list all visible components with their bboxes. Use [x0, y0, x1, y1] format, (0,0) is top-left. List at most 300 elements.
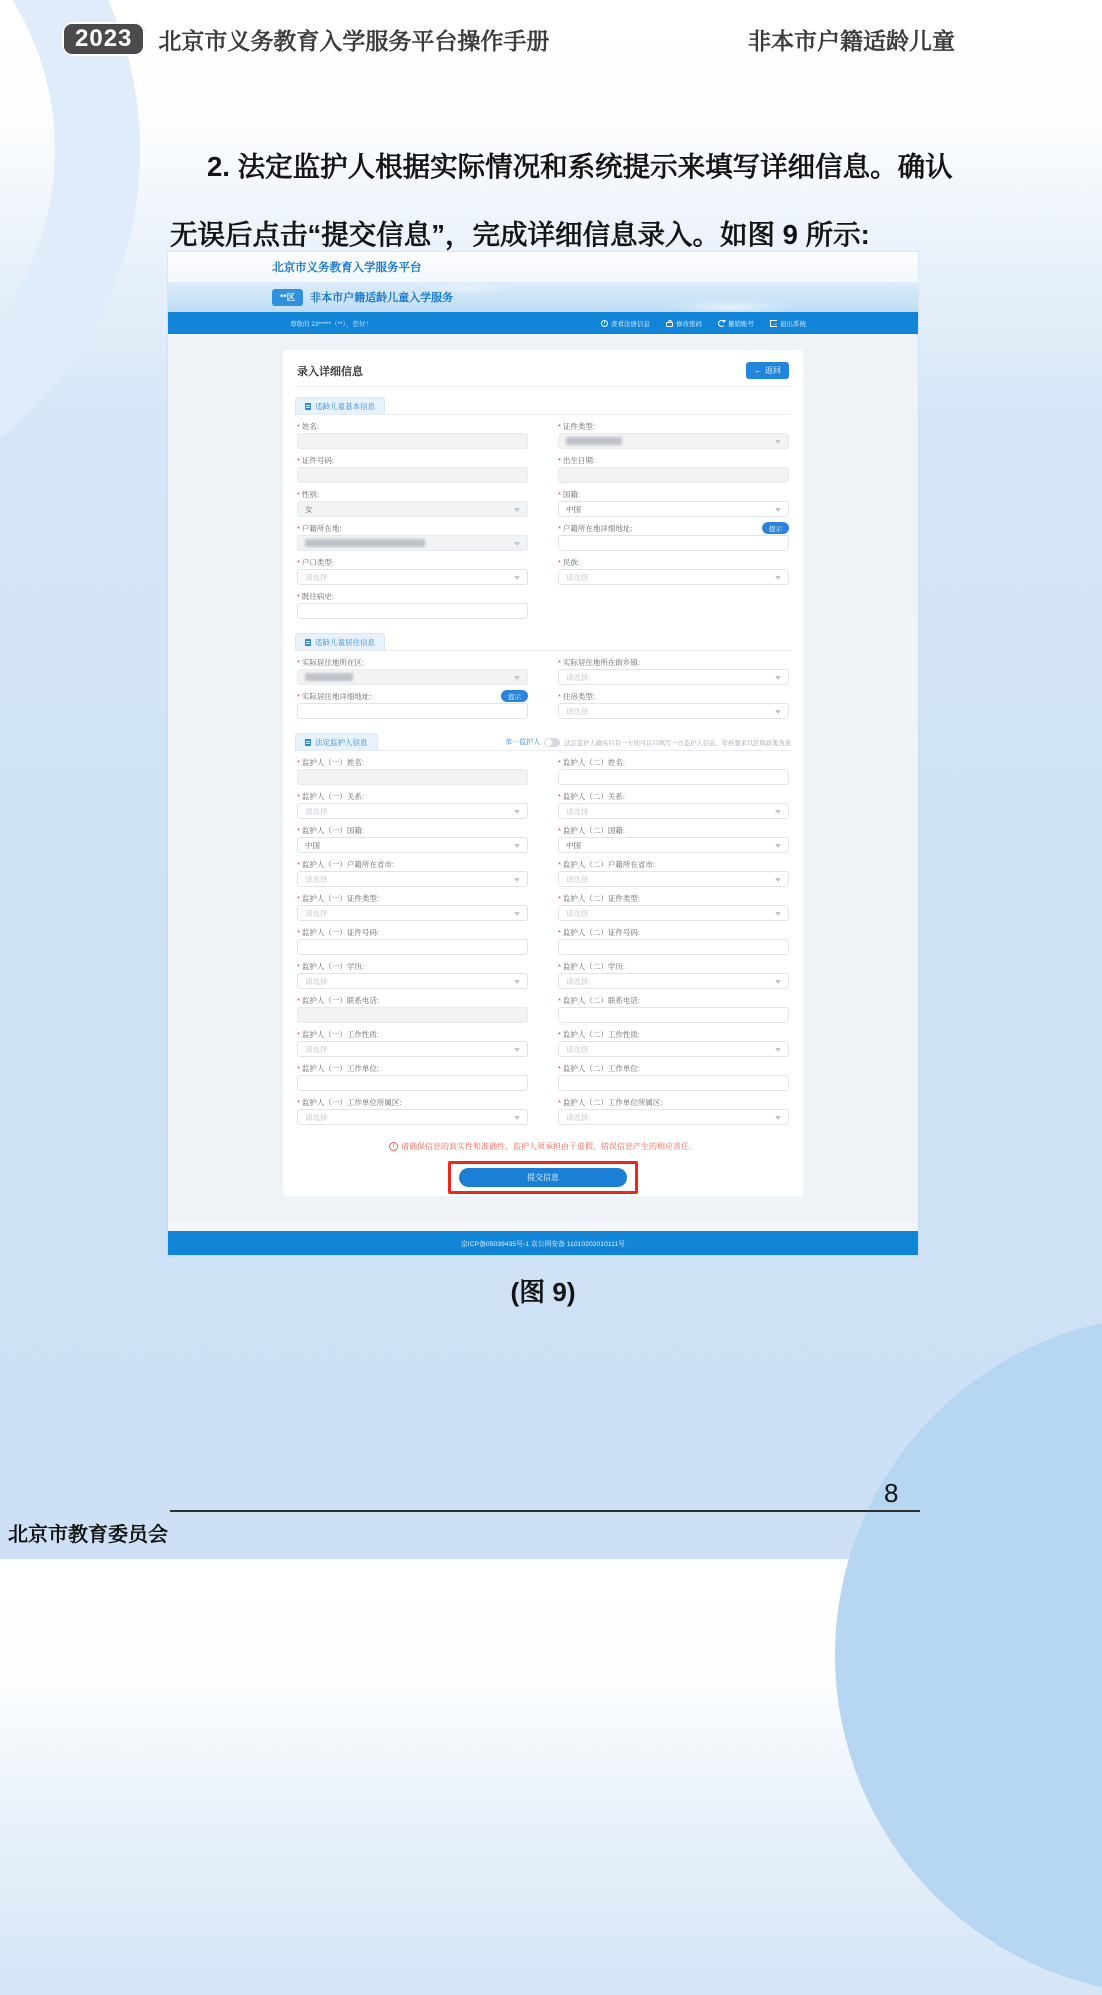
instruction-line-2: 无误后点击“提交信息”，完成详细信息录入。如图 9 所示: — [170, 219, 870, 250]
form-field — [297, 557, 528, 585]
section-tab-label: 适龄儿童居住信息 — [315, 637, 375, 647]
field-label — [558, 557, 580, 568]
form-field — [297, 1097, 528, 1125]
form-field — [558, 961, 789, 989]
form-field — [558, 421, 789, 449]
form-field — [297, 489, 528, 517]
field-label-row — [558, 455, 789, 465]
field-value: 请选择 — [305, 806, 328, 816]
required-asterisk: * — [297, 455, 300, 465]
field-label-text: 性别: — [301, 489, 320, 499]
field-value: 请选择 — [566, 976, 589, 986]
field-label-text: 监护人（一）姓名: — [301, 757, 365, 767]
field-label-text: 姓名: — [301, 421, 320, 431]
field-label-row — [558, 1097, 789, 1107]
required-asterisk: * — [558, 995, 561, 1005]
page-content — [168, 334, 918, 1222]
site-footer — [168, 1231, 918, 1255]
warning-icon — [389, 1142, 398, 1151]
form-field — [558, 1063, 789, 1091]
field-label-row — [297, 995, 528, 1005]
nav-link-label: 撤销账号 — [728, 320, 754, 328]
footer-spacer — [168, 1222, 918, 1231]
required-asterisk: * — [558, 1063, 561, 1073]
highlight-box — [448, 1161, 638, 1194]
field-label — [558, 791, 625, 802]
field-label — [297, 657, 364, 668]
field-label-row — [297, 825, 528, 835]
document-header — [62, 22, 955, 56]
field-label — [297, 1097, 402, 1108]
field-label — [558, 1063, 640, 1074]
select-input[interactable] — [558, 433, 789, 449]
select-input[interactable] — [297, 569, 528, 585]
required-asterisk: * — [558, 489, 561, 499]
text-input[interactable] — [558, 535, 789, 551]
text-input[interactable] — [558, 1007, 789, 1023]
audience-title: 非本市户籍适龄儿童 — [748, 27, 955, 54]
field-label-text: 实际居住地所在街乡镇: — [562, 657, 641, 667]
field-label-text: 监护人（一）工作单位所属区: — [301, 1097, 402, 1107]
page-number: 8 — [884, 1478, 899, 1508]
arrow-left-icon — [754, 366, 762, 375]
hint-button[interactable]: 提示 — [762, 522, 789, 534]
required-asterisk: * — [297, 1097, 300, 1107]
form-field — [297, 421, 528, 449]
select-input[interactable] — [558, 871, 789, 887]
instruction-line-1: 2. 法定监护人根据实际情况和系统提示来填写详细信息。确认 — [207, 151, 953, 182]
text-input[interactable] — [297, 433, 528, 449]
field-label — [297, 927, 379, 938]
text-input[interactable] — [297, 603, 528, 619]
organization-name: 北京市教育委员会 — [8, 1524, 168, 1546]
form-field — [558, 927, 789, 955]
section-header — [295, 633, 791, 651]
field-label-row — [558, 859, 789, 869]
required-asterisk: * — [297, 757, 300, 767]
nav-link-change-password[interactable] — [666, 319, 702, 328]
field-label-text: 监护人（二）关系: — [562, 791, 626, 801]
field-label — [297, 757, 364, 768]
field-label — [558, 995, 640, 1006]
chevron-down-icon — [775, 810, 781, 814]
field-value: 请选择 — [566, 806, 589, 816]
chevron-down-icon — [775, 576, 781, 580]
chevron-down-icon — [775, 508, 781, 512]
form-field — [558, 859, 789, 887]
chevron-down-icon — [775, 878, 781, 882]
field-label-text: 监护人（一）工作性质: — [301, 1029, 380, 1039]
field-label-row — [558, 927, 789, 937]
text-input[interactable] — [297, 467, 528, 483]
field-label-text: 监护人（二）国籍: — [562, 825, 626, 835]
required-asterisk: * — [297, 825, 300, 835]
service-banner — [168, 282, 918, 312]
chevron-down-icon — [775, 980, 781, 984]
single-guardian-toggle-group — [505, 737, 791, 750]
field-label — [297, 455, 334, 466]
text-input[interactable] — [558, 939, 789, 955]
form-field — [558, 691, 789, 719]
chevron-down-icon — [514, 576, 520, 580]
field-label-row — [297, 691, 528, 701]
field-value: 中国 — [305, 840, 320, 850]
field-label-row — [297, 591, 528, 601]
form-field — [297, 1029, 528, 1057]
form-card-header — [295, 360, 791, 387]
field-label-row — [558, 421, 789, 431]
text-input[interactable] — [297, 703, 528, 719]
section-fields — [295, 415, 791, 623]
field-label — [558, 927, 640, 938]
section-tab-label: 法定监护人信息 — [315, 737, 368, 747]
field-value: 请选择 — [566, 706, 589, 716]
field-value: 请选择 — [566, 874, 589, 884]
required-asterisk: * — [558, 825, 561, 835]
logout-icon — [770, 320, 777, 327]
form-field — [558, 489, 789, 517]
field-label-text: 监护人（二）证件号码: — [562, 927, 641, 937]
field-label-row — [558, 791, 789, 801]
field-value: 请选择 — [305, 908, 328, 918]
chevron-down-icon — [514, 1116, 520, 1120]
field-value: 请选择 — [305, 976, 328, 986]
select-input[interactable] — [558, 973, 789, 989]
nav-link-label: 查看注册信息 — [611, 320, 650, 328]
background-ring-decoration — [0, 0, 140, 520]
nav-link-cancel-account[interactable] — [718, 319, 754, 328]
field-value: 请选择 — [305, 874, 328, 884]
field-label — [297, 893, 379, 904]
form-field — [558, 791, 789, 819]
chevron-down-icon — [775, 710, 781, 714]
form-field — [558, 757, 789, 785]
field-label — [558, 1097, 663, 1108]
select-input[interactable] — [297, 837, 528, 853]
field-label-row — [558, 691, 789, 701]
field-label — [297, 825, 364, 836]
required-asterisk: * — [297, 421, 300, 431]
field-label — [297, 523, 342, 534]
field-label-text: 监护人（一）学历: — [301, 961, 365, 971]
field-label-text: 出生日期: — [562, 455, 596, 465]
field-label-text: 监护人（二）工作单位: — [562, 1063, 641, 1073]
field-label — [297, 591, 334, 602]
required-asterisk: * — [297, 1029, 300, 1039]
field-label-row — [297, 893, 528, 903]
chevron-down-icon — [514, 1048, 520, 1052]
field-label — [297, 489, 319, 500]
field-label — [558, 893, 640, 904]
field-label — [297, 691, 372, 702]
form-title: 录入详细信息 — [297, 365, 363, 378]
required-asterisk: * — [297, 591, 300, 601]
section-tab — [295, 633, 385, 650]
form-field — [558, 557, 789, 585]
field-label-text: 监护人（二）证件类型: — [562, 893, 641, 903]
field-label-text: 监护人（一）证件号码: — [301, 927, 380, 937]
required-asterisk: * — [558, 691, 561, 701]
field-label-row — [297, 791, 528, 801]
field-label-text: 监护人（一）国籍: — [301, 825, 365, 835]
form-field — [297, 1063, 528, 1091]
chevron-down-icon — [514, 508, 520, 512]
field-label — [558, 961, 625, 972]
chevron-down-icon — [514, 676, 520, 680]
field-label — [558, 455, 595, 466]
select-input[interactable] — [297, 871, 528, 887]
form-field — [297, 791, 528, 819]
field-label-row — [558, 557, 789, 567]
select-input[interactable] — [558, 703, 789, 719]
district-badge: **区 — [272, 289, 303, 306]
field-label — [297, 1029, 379, 1040]
warning-text — [295, 1141, 791, 1152]
required-asterisk: * — [558, 927, 561, 937]
select-input[interactable] — [558, 569, 789, 585]
field-value: 中国 — [566, 504, 581, 514]
field-label-row — [297, 523, 528, 533]
site-title: 北京市义务教育入学服务平台 — [272, 262, 422, 274]
required-asterisk: * — [297, 489, 300, 499]
field-label-text: 监护人（一）联系电话: — [301, 995, 380, 1005]
field-label-text: 监护人（二）户籍所在省市: — [562, 859, 656, 869]
required-asterisk: * — [558, 557, 561, 567]
field-label-row — [558, 961, 789, 971]
text-input[interactable] — [297, 769, 528, 785]
icp-text: 京ICP备05039435号-1 京公网安备 11010202010111号 — [461, 1241, 625, 1248]
field-label — [558, 421, 595, 432]
field-label — [297, 791, 364, 802]
text-input[interactable] — [558, 769, 789, 785]
required-asterisk: * — [297, 557, 300, 567]
field-label-row — [297, 421, 528, 431]
field-label-text: 民族: — [562, 557, 581, 567]
field-label — [297, 421, 319, 432]
field-label-text: 证件类型: — [562, 421, 596, 431]
navbar-links — [601, 319, 806, 328]
warning-label: 请确保信息的真实性和准确性，监护人须承担由于虚假、错误信息产生的相应责任。 — [401, 1142, 697, 1151]
form-field — [558, 455, 789, 483]
form-field — [297, 591, 528, 619]
field-label-text: 实际居住地详细地址: — [301, 691, 372, 701]
field-label-row — [558, 825, 789, 835]
nav-link-register-info[interactable] — [601, 319, 650, 328]
required-asterisk: * — [297, 859, 300, 869]
chevron-down-icon — [514, 810, 520, 814]
text-input[interactable] — [558, 467, 789, 483]
select-input[interactable] — [558, 501, 789, 517]
field-label-text: 监护人（二）学历: — [562, 961, 626, 971]
field-label-text: 户口类型: — [301, 557, 335, 567]
required-asterisk: * — [558, 455, 561, 465]
select-input[interactable] — [558, 1041, 789, 1057]
section-tab — [295, 397, 385, 414]
required-asterisk: * — [297, 523, 300, 533]
field-label-row — [297, 1097, 528, 1107]
year-badge: 2023 — [62, 22, 145, 56]
section-header — [295, 397, 791, 415]
form-card — [283, 350, 803, 1196]
field-label-text: 住房类型: — [562, 691, 596, 701]
document-icon — [305, 639, 311, 646]
field-label-text: 监护人（一）证件类型: — [301, 893, 380, 903]
field-label-text: 户籍所在地详细地址: — [562, 523, 633, 533]
select-input[interactable] — [297, 973, 528, 989]
redacted-value — [305, 539, 425, 547]
required-asterisk: * — [558, 757, 561, 767]
field-label-row — [297, 557, 528, 567]
form-field — [558, 995, 789, 1023]
section-fields — [295, 651, 791, 723]
field-label — [297, 859, 394, 870]
field-label-text: 户籍所在地: — [301, 523, 342, 533]
required-asterisk: * — [297, 691, 300, 701]
field-value: 中国 — [566, 840, 581, 850]
chevron-down-icon — [775, 440, 781, 444]
field-label-row — [558, 995, 789, 1005]
single-guardian-toggle[interactable] — [544, 738, 560, 747]
select-input[interactable] — [558, 669, 789, 685]
submit-row — [295, 1161, 791, 1194]
field-label-text: 国籍: — [562, 489, 581, 499]
required-asterisk: * — [558, 1097, 561, 1107]
field-label-text: 监护人（一）工作单位: — [301, 1063, 380, 1073]
required-asterisk: * — [297, 995, 300, 1005]
select-input[interactable] — [558, 905, 789, 921]
field-label — [558, 757, 625, 768]
form-field — [297, 657, 528, 685]
info-circle-icon — [601, 320, 608, 327]
field-label — [558, 691, 595, 702]
section-fields — [295, 751, 791, 1129]
refresh-icon — [718, 320, 725, 327]
field-label-row — [558, 657, 789, 667]
select-input[interactable] — [297, 501, 528, 517]
form-field — [297, 961, 528, 989]
select-input[interactable] — [558, 803, 789, 819]
field-label — [558, 523, 633, 534]
form-field — [297, 927, 528, 955]
field-label-row — [297, 455, 528, 465]
field-label-row — [558, 1029, 789, 1039]
field-label — [558, 657, 640, 668]
form-sections — [295, 397, 791, 1129]
field-label — [297, 995, 379, 1006]
field-value: 请选择 — [566, 572, 589, 582]
chevron-down-icon — [514, 542, 520, 546]
required-asterisk: * — [558, 859, 561, 869]
site-header-bar — [168, 252, 918, 282]
field-label — [558, 825, 625, 836]
form-field — [297, 757, 528, 785]
select-input[interactable] — [558, 1109, 789, 1125]
field-value: 请选择 — [566, 1044, 589, 1054]
field-label-row — [558, 523, 789, 533]
select-input[interactable] — [297, 1109, 528, 1125]
field-label-row — [558, 893, 789, 903]
field-label — [558, 1029, 640, 1040]
field-label-text: 证件号码: — [301, 455, 335, 465]
required-asterisk: * — [297, 1063, 300, 1073]
toggle-note: 法定监护人确实只有一方的可以只填写一方监护人信息，审核要求以区级政策为准 — [564, 739, 791, 747]
select-input[interactable] — [297, 669, 528, 685]
text-input[interactable] — [297, 1007, 528, 1023]
hint-button[interactable]: 提示 — [501, 690, 528, 702]
required-asterisk: * — [558, 791, 561, 801]
field-label-text: 监护人（二）工作性质: — [562, 1029, 641, 1039]
text-input[interactable] — [297, 1075, 528, 1091]
field-label-row — [297, 757, 528, 767]
select-input[interactable] — [297, 1041, 528, 1057]
form-field — [558, 1097, 789, 1125]
required-asterisk: * — [297, 961, 300, 971]
single-guardian-label: 单一监护人 — [505, 739, 541, 746]
field-value: 请选择 — [305, 1112, 328, 1122]
form-field — [558, 893, 789, 921]
form-field — [297, 691, 528, 719]
field-value: 女 — [305, 504, 313, 514]
field-label-text: 实际居住地所在区: — [301, 657, 365, 667]
document-icon — [305, 739, 311, 746]
back-button-label: 返回 — [765, 366, 781, 375]
required-asterisk: * — [297, 657, 300, 667]
required-asterisk: * — [297, 893, 300, 903]
required-asterisk: * — [558, 523, 561, 533]
field-label-text: 监护人（一）户籍所在省市: — [301, 859, 395, 869]
text-input[interactable] — [297, 939, 528, 955]
back-button[interactable] — [746, 362, 789, 379]
form-field — [558, 657, 789, 685]
redacted-value — [566, 437, 622, 445]
field-label-row — [297, 1063, 528, 1073]
field-label-text: 既往病史: — [301, 591, 335, 601]
field-label — [297, 557, 334, 568]
nav-link-label: 修改密码 — [676, 320, 702, 328]
field-label-row — [297, 927, 528, 937]
field-value: 请选择 — [305, 572, 328, 582]
select-input[interactable] — [558, 837, 789, 853]
required-asterisk: * — [297, 791, 300, 801]
field-value: 请选择 — [566, 672, 589, 682]
form-field — [297, 995, 528, 1023]
chevron-down-icon — [514, 878, 520, 882]
chevron-down-icon — [775, 1116, 781, 1120]
select-input[interactable] — [297, 535, 528, 551]
form-field — [297, 859, 528, 887]
lock-icon — [666, 322, 673, 327]
submit-button[interactable]: 提交信息 — [459, 1168, 627, 1187]
form-field — [558, 1029, 789, 1057]
text-input[interactable] — [558, 1075, 789, 1091]
field-label-text: 监护人（二）联系电话: — [562, 995, 641, 1005]
redacted-value — [305, 673, 353, 681]
chevron-down-icon — [775, 1048, 781, 1052]
field-label-text: 监护人（二）工作单位所属区: — [562, 1097, 663, 1107]
field-label-row — [297, 489, 528, 499]
field-label — [297, 961, 364, 972]
field-label-row — [297, 961, 528, 971]
required-asterisk: * — [297, 927, 300, 937]
nav-link-logout[interactable] — [770, 319, 806, 328]
service-title: 非本市户籍适龄儿童入学服务 — [310, 292, 454, 304]
select-input[interactable] — [297, 905, 528, 921]
required-asterisk: * — [558, 961, 561, 971]
figure-9-screenshot — [168, 252, 918, 1255]
field-label-text: 监护人（二）姓名: — [562, 757, 626, 767]
field-label-row — [558, 757, 789, 767]
select-input[interactable] — [297, 803, 528, 819]
